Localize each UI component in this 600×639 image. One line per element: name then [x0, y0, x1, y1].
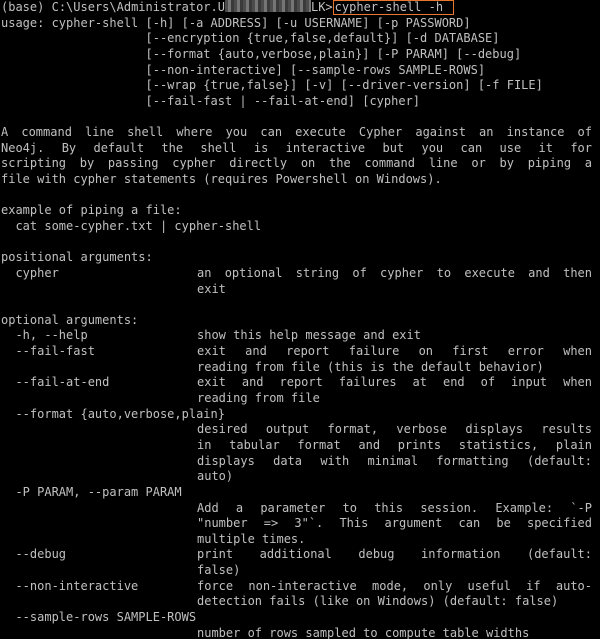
argument-row	[0, 438, 600, 454]
argument-name-spacer	[0, 282, 197, 298]
command-prompt-line	[0, 0, 600, 16]
usage-line: usage: cypher-shell [-h] [-a ADDRESS] [-u USERNAME] [-p PASSWORD]	[1, 15, 471, 30]
description-line: scripting by passing cypher directly on the command line or by piping a	[1, 156, 592, 171]
argument-row	[0, 328, 600, 344]
argument-description: an optional string of cypher to execute and then	[197, 265, 592, 280]
usage-line: [--wrap {true,false}] [-v] [--driver-version] [-f FILE]	[1, 78, 543, 93]
argument-row	[0, 516, 600, 532]
argument-name-spacer	[0, 391, 197, 407]
argument-description: multiple times.	[197, 531, 306, 546]
prompt-path-end: LK>	[310, 0, 333, 14]
argument-description: show this help message and exit	[197, 328, 421, 343]
argument-description: number of rows sampled to compute table widths	[197, 625, 530, 639]
argument-row	[0, 563, 600, 579]
argument-description: reading from file (this is the default behavior)	[197, 359, 544, 374]
argument-name: --fail-fast	[1, 344, 95, 359]
argument-name-spacer	[0, 454, 197, 470]
argument-description: exit	[197, 281, 226, 296]
argument-row	[0, 422, 600, 438]
argument-row	[0, 375, 600, 391]
argument-row	[0, 626, 600, 639]
conda-env-label: (base)	[1, 0, 45, 14]
argument-description: auto)	[197, 469, 234, 484]
example-heading: example of piping a file:	[1, 203, 182, 218]
argument-name: cypher	[1, 265, 59, 280]
argument-row	[0, 266, 600, 282]
argument-name-spacer	[0, 594, 197, 610]
argument-name-spacer	[0, 626, 197, 639]
usage-line: [--fail-fast | --fail-at-end] [cypher]	[1, 93, 421, 108]
argument-row	[0, 579, 600, 595]
argument-name-spacer	[0, 422, 197, 438]
description-line: file with cypher statements (requires Powershell on Windows).	[1, 172, 442, 187]
argument-name: --sample-rows SAMPLE-ROWS	[1, 609, 197, 624]
argument-description: Add a parameter to this session. Example: `-P	[197, 500, 592, 515]
argument-row	[0, 501, 600, 517]
positional-args	[0, 266, 600, 297]
positional-heading: positional arguments:	[1, 250, 153, 265]
usage-line: [--non-interactive] [--sample-rows SAMPLE-ROWS]	[1, 62, 486, 77]
argument-name-spacer	[0, 516, 197, 532]
argument-description: false)	[197, 563, 241, 578]
example-command: cat some-cypher.txt | cypher-shell	[1, 218, 262, 233]
optional-heading: optional arguments:	[1, 312, 139, 327]
argument-row	[0, 547, 600, 563]
redacted-username	[225, 0, 311, 12]
argument-name-spacer	[0, 501, 197, 517]
argument-name: --debug	[1, 547, 67, 562]
optional-args	[0, 328, 600, 639]
argument-row	[0, 391, 600, 407]
argument-description: force non-interactive mode, only useful if auto-	[197, 578, 592, 593]
argument-name: -P PARAM, --param PARAM	[1, 484, 182, 499]
argument-description: detection fails (like on Windows) (default: false)	[197, 594, 559, 609]
usage-line: [--encryption {true,false,default}] [-d DATABASE]	[1, 31, 500, 46]
usage-block	[0, 16, 600, 110]
argument-description: in tabular format and prints statistics, plain	[197, 437, 592, 452]
argument-name: --non-interactive	[1, 578, 139, 593]
argument-description: "number => 3"`. This argument can be specified	[197, 516, 592, 531]
argument-description: reading from file	[197, 391, 320, 406]
description-block	[0, 125, 600, 188]
argument-description: displays data with minimal formatting (default:	[197, 453, 592, 468]
argument-description: exit and report failures at end of input when	[197, 375, 592, 390]
argument-name-spacer	[0, 360, 197, 376]
argument-row	[0, 469, 600, 485]
prompt-path-start: C:\Users\Administrator.U	[51, 0, 225, 14]
argument-description: exit and report failure on first error when	[197, 344, 592, 359]
argument-row	[0, 532, 600, 548]
argument-row	[0, 454, 600, 470]
argument-row	[0, 360, 600, 376]
highlighted-command: cypher-shell -h	[333, 0, 454, 15]
description-line: A command line shell where you can execute Cypher against an instance of	[1, 125, 592, 140]
argument-name: -h, --help	[1, 328, 88, 343]
argument-description: print additional debug information (default:	[197, 547, 592, 562]
argument-row	[0, 282, 600, 298]
argument-name: --format {auto,verbose,plain}	[1, 406, 225, 421]
argument-name-spacer	[0, 438, 197, 454]
argument-name-spacer	[0, 532, 197, 548]
description-line: Neo4j. By default the shell is interactive but you can use it for	[1, 140, 592, 155]
usage-line: [--format {auto,verbose,plain}] [-P PARAM] [--debug]	[1, 46, 522, 61]
argument-row	[0, 594, 600, 610]
argument-row	[0, 344, 600, 360]
argument-name-spacer	[0, 563, 197, 579]
argument-name: --fail-at-end	[1, 375, 110, 390]
argument-description: desired output format, verbose displays results	[197, 422, 592, 437]
argument-name-spacer	[0, 469, 197, 485]
